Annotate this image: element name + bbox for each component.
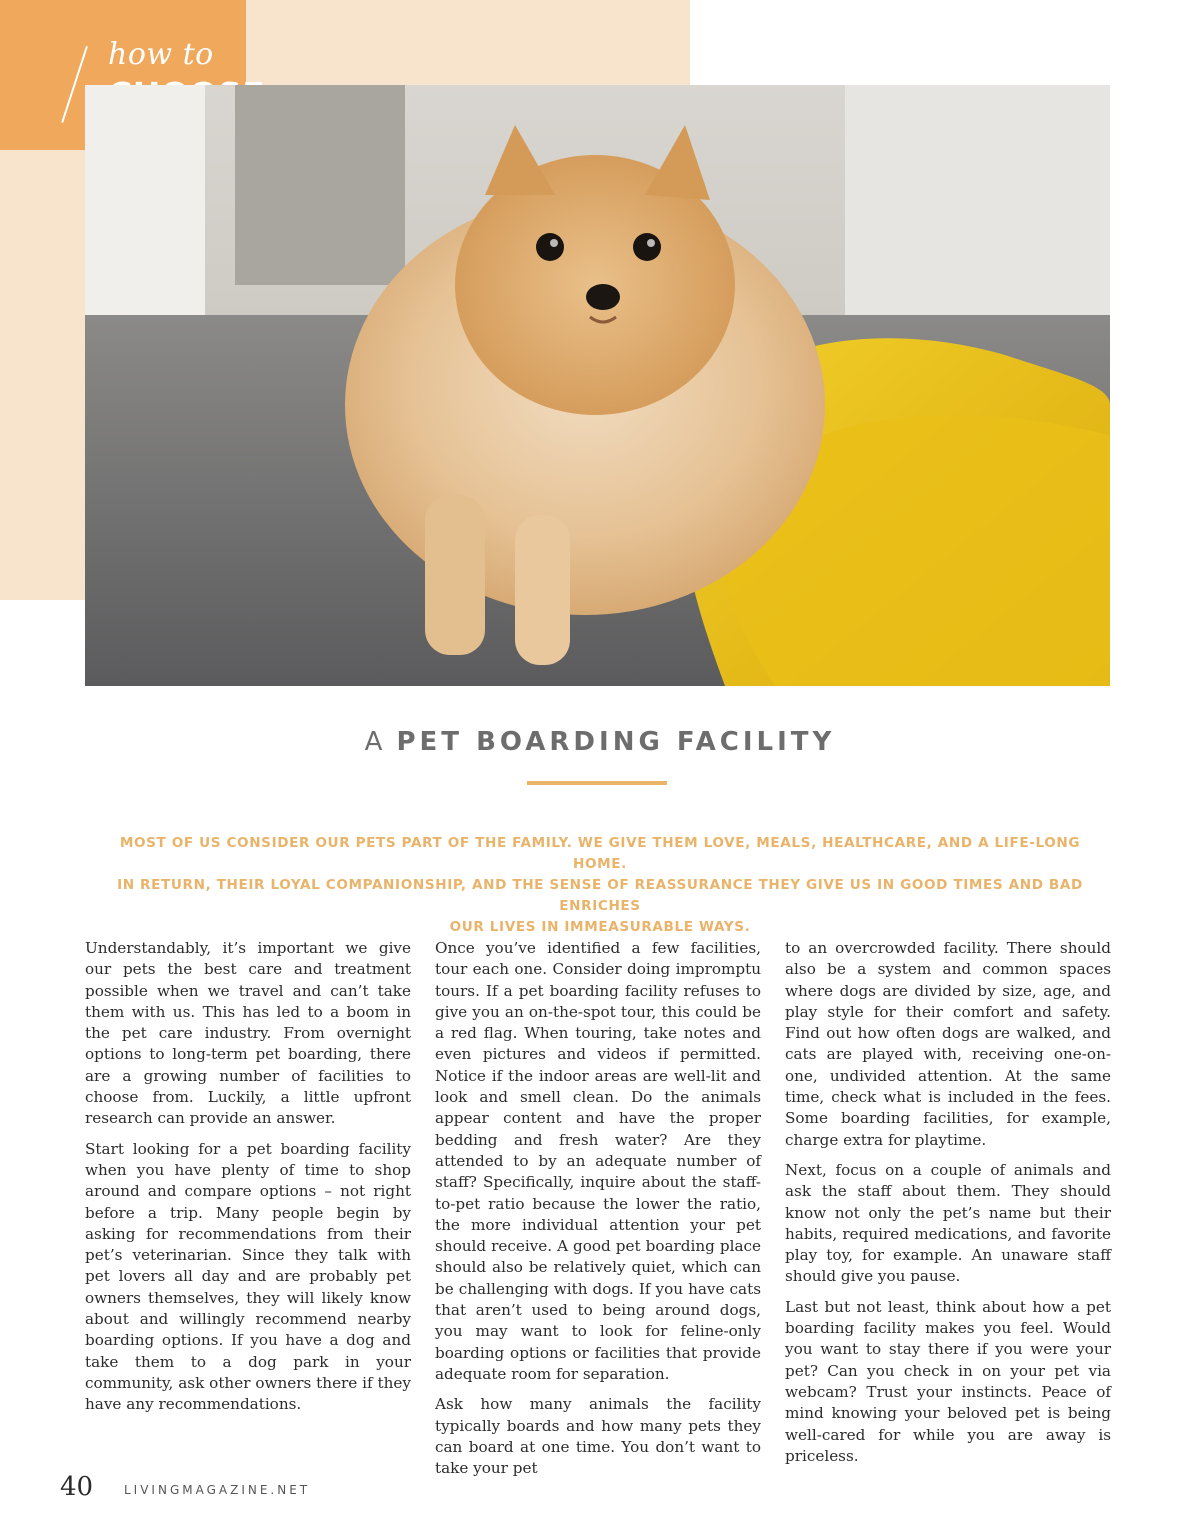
body-column-2 <box>435 938 761 1488</box>
site-url: LIVINGMAGAZINE.NET <box>124 1483 311 1497</box>
page-number: 40 <box>60 1472 94 1502</box>
intro-line-2: IN RETURN, THEIR LOYAL COMPANIONSHIP, AND THE SENSE OF REASSURANCE THEY GIVE US IN GOOD TIMES AND BAD ENRICHES <box>117 877 1083 914</box>
intro-line-3: OUR LIVES IN IMMEASURABLE WAYS. <box>449 919 751 935</box>
article-headline <box>0 727 1200 757</box>
intro-line-1: MOST OF US CONSIDER OUR PETS PART OF THE FAMILY. WE GIVE THEM LOVE, MEALS, HEALTHCARE, AND A LIFE-LONG HOME. <box>119 835 1081 872</box>
paragraph: Last but not least, think about how a pet boarding facility makes you feel. Would you want to stay there if you were your pet? Can you check in on your pet via webcam? Trust your instincts. Peace of mind knowing your beloved pet is being well-cared for while you are away is priceless. <box>785 1297 1111 1465</box>
pomeranian-photo <box>85 85 1110 686</box>
section-kicker-small: how to <box>108 37 214 72</box>
paragraph: Understandably, it’s important we give our pets the best care and treatment possible when we travel and can’t take them with us. This has led to a boom in the pet care industry. From overnight options to long-term pet boarding, there are a growing number of facilities to choose from. Luckily, a little upfront research can provide an answer. <box>85 939 411 1128</box>
slash-divider <box>61 46 88 123</box>
body-column-1 <box>85 938 411 1425</box>
paragraph: Next, focus on a couple of animals and ask the staff about them. They should know not only the pet’s name but their habits, required medications, and favorite play toy, for example. An unaware staff should give you pause. <box>785 1160 1111 1286</box>
body-column-3 <box>785 938 1111 1476</box>
paragraph: Ask how many animals the facility typically boards and how many pets they can board at one time. You don’t want to take your pet <box>435 1395 761 1478</box>
headline-rule <box>527 781 667 785</box>
paragraph: Once you’ve identified a few facilities, tour each one. Consider doing impromptu tours. If a pet boarding facility refuses to give you an on-the-spot tour, this could be a red flag. When touring, take notes and even pictures and videos if permitted. Notice if the indoor areas are well-lit and look and smell clean. Do the animals appear content and have the proper bedding and fresh water? Are they attended to by an adequate number of staff? Specifically, inquire about the staff-to-pet ratio because the lower the ratio, the more individual attention your pet should receive. A good pet boarding place should also be relatively quiet, which can be challenging with dogs. If you have cats that aren’t used to being around dogs, you may want to look for feline-only boarding options or facilities that provide adequate room for separation. <box>435 939 761 1383</box>
paragraph: Start looking for a pet boarding facility when you have plenty of time to shop around and compare options – not right before a trip. Many people begin by asking for recommendations from their pet’s veterinarian. Since they talk with pet lovers all day and are probably pet owners themselves, they will likely know about and willingly recommend nearby boarding options. If you have a dog and take them to a dog park in your community, ask other owners there if they have any recommendations. <box>85 1139 411 1414</box>
intro-deck <box>100 833 1100 938</box>
paragraph: to an overcrowded facility. There should also be a system and common spaces where dogs are divided by size, age, and play style for their comfort and safety. Find out how often dogs are walked, and cats are played with, receiving one-on-one, undivided attention. At the same time, check what is included in the fees. Some boarding facilities, for example, charge extra for playtime. <box>785 939 1111 1149</box>
headline-lead: A <box>364 727 387 757</box>
headline-main: PET BOARDING FACILITY <box>396 727 836 757</box>
